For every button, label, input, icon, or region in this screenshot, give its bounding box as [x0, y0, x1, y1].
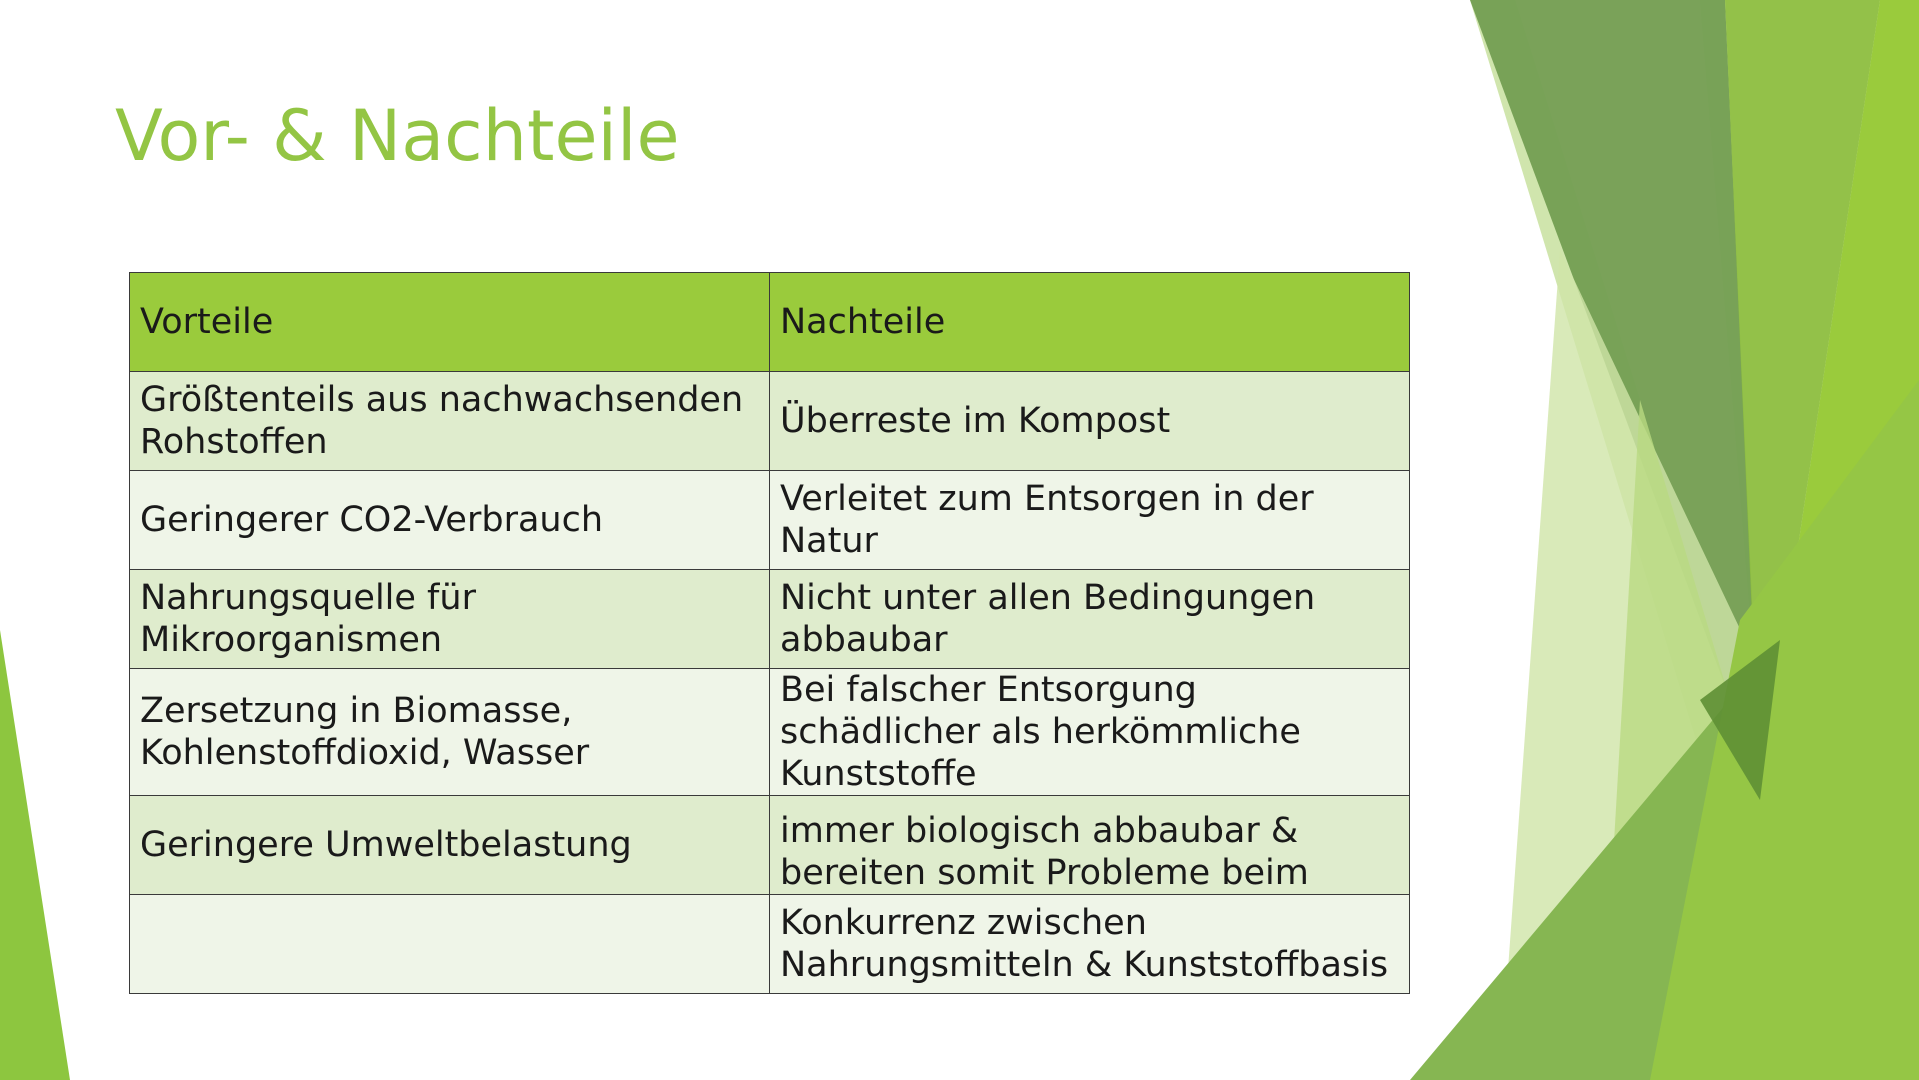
table-cell-pro-empty	[130, 895, 770, 994]
table-cell-pro: Größtenteils aus nachwachsenden Rohstoffen	[130, 372, 770, 471]
table-cell-pro: Geringere Umweltbelastung	[130, 796, 770, 895]
clipped-text-container	[780, 797, 1399, 894]
slide-title: Vor- & Nachteile	[115, 95, 680, 177]
table-cell-con: Konkurrenz zwischen Nahrungsmitteln & Kunststoffbasis	[770, 895, 1410, 994]
header-vorteile: Vorteile	[130, 273, 770, 372]
table-row	[130, 895, 1410, 994]
table-header-row	[130, 273, 1410, 372]
table-row	[130, 669, 1410, 796]
table-cell-pro: Nahrungsquelle für Mikroorganismen	[130, 570, 770, 669]
table-row	[130, 372, 1410, 471]
pros-cons-table	[129, 272, 1410, 994]
table-cell-con: Überreste im Kompost	[770, 372, 1410, 471]
table-cell-con-clipped	[770, 796, 1410, 895]
header-nachteile: Nachteile	[770, 273, 1410, 372]
table-cell-pro: Geringerer CO2-Verbrauch	[130, 471, 770, 570]
table-row	[130, 570, 1410, 669]
table-cell-con: Verleitet zum Entsorgen in der Natur	[770, 471, 1410, 570]
table-cell-pro: Zersetzung in Biomasse, Kohlenstoffdioxid, Wasser	[130, 669, 770, 796]
table-row	[130, 796, 1410, 895]
table-row	[130, 471, 1410, 570]
deco-left-sliver	[0, 630, 70, 1080]
table-cell-con: Bei falscher Entsorgung schädlicher als herkömmliche Kunststoffe	[770, 669, 1410, 796]
table-cell-con: Nicht unter allen Bedingungen abbaubar	[770, 570, 1410, 669]
clipped-cell-text: immer biologisch abbaubar & bereiten somit Probleme beim	[780, 810, 1309, 893]
